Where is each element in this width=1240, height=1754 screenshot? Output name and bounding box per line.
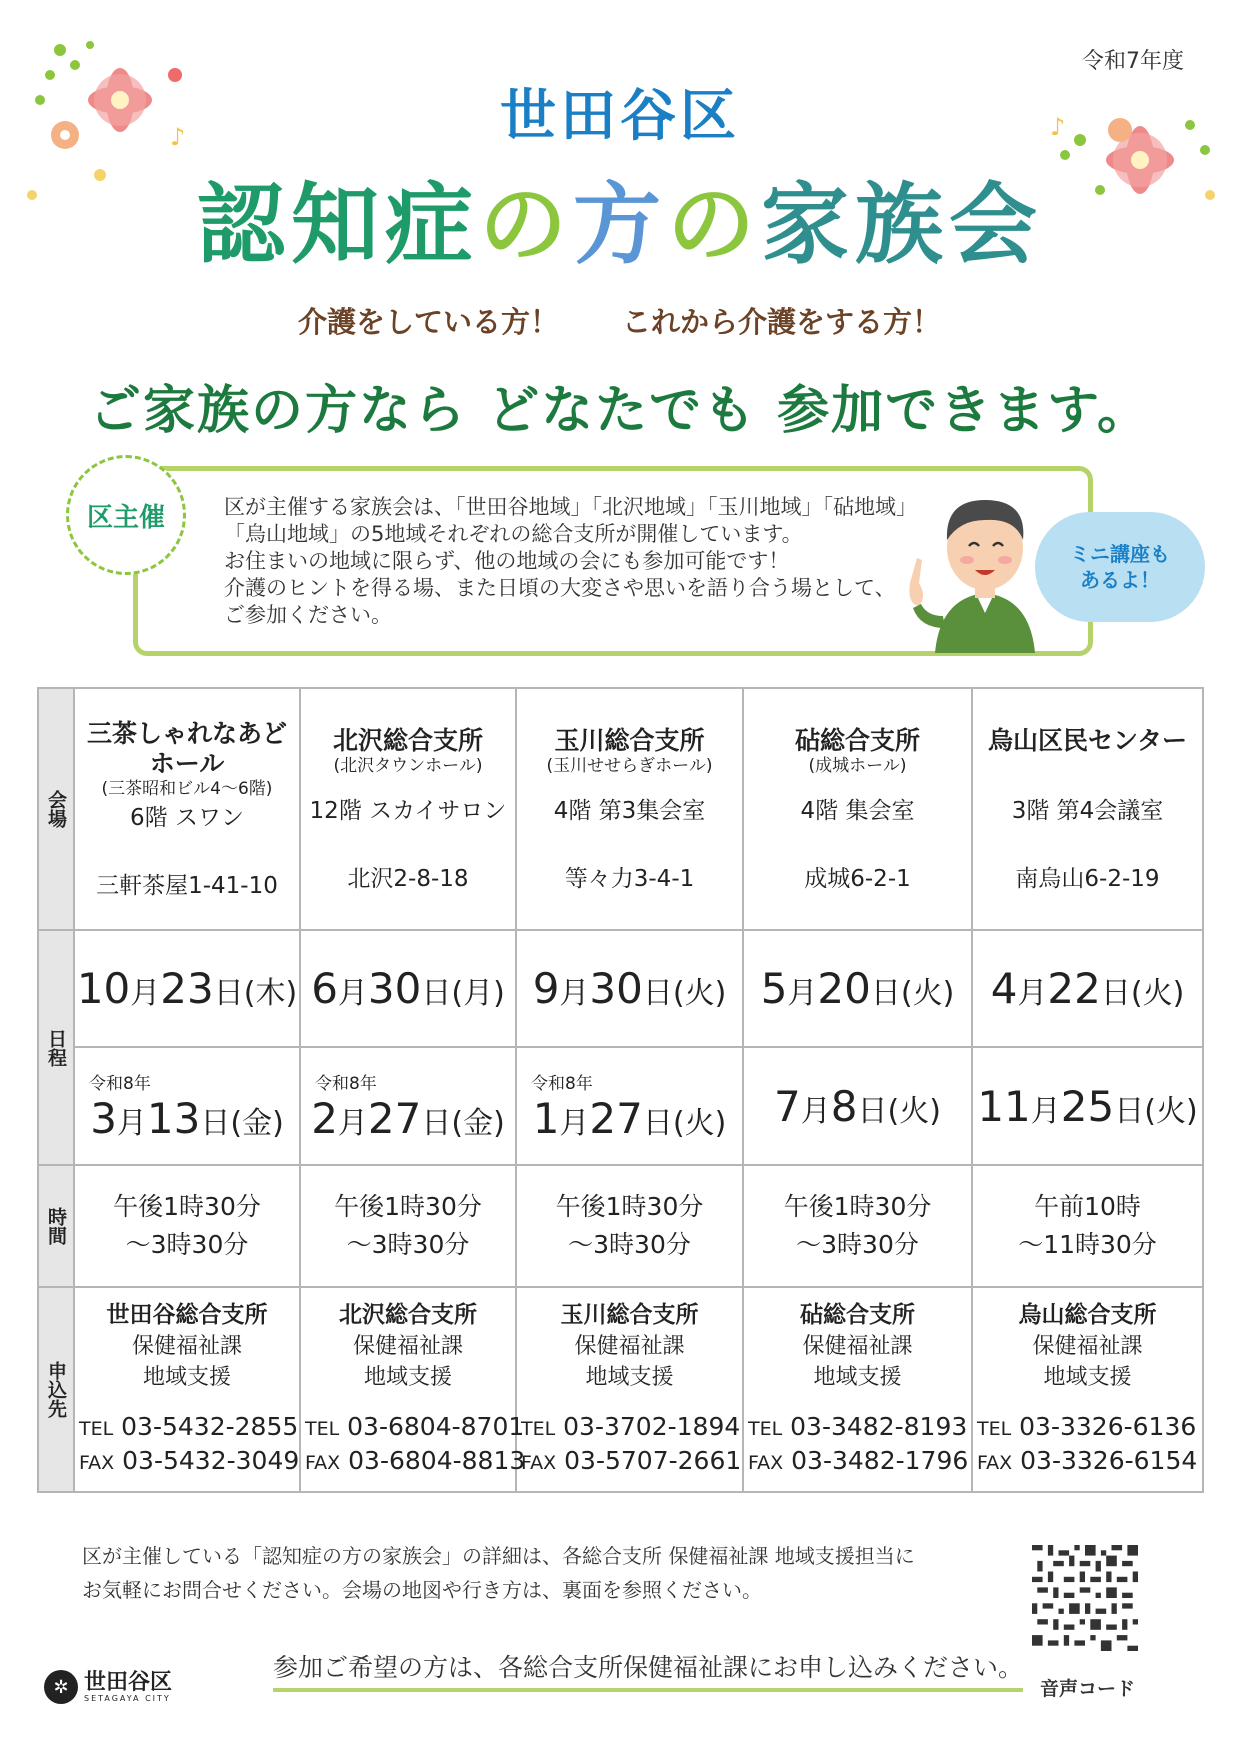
contact-phone[interactable]	[744, 1411, 971, 1445]
setagaya-logo	[44, 1670, 172, 1704]
venue-name-cont: ホール	[149, 748, 225, 778]
tel-number[interactable]: 03-3482-8193	[790, 1412, 968, 1441]
date-month: 1	[532, 1094, 560, 1143]
date-day: 22	[1047, 964, 1101, 1013]
date-cell	[300, 1047, 516, 1165]
fax-label: FAX	[748, 1452, 784, 1474]
subtitle-caregivers: 介護をしている方！	[298, 305, 560, 339]
voice-code-icon[interactable]	[1032, 1545, 1138, 1651]
date-weekday: (金)	[451, 1106, 505, 1141]
date-weekday: (火)	[1144, 1093, 1198, 1129]
date-day: 8	[830, 1081, 858, 1131]
month-unit: 月	[116, 1106, 147, 1141]
month-unit: 月	[337, 976, 368, 1011]
date-day: 23	[160, 964, 214, 1013]
date-era: 令和8年	[531, 1074, 593, 1094]
row-header-schedule: 日程	[38, 930, 74, 1165]
day-unit: 日	[421, 1106, 452, 1141]
contact-fax	[973, 1445, 1202, 1479]
tel-number[interactable]: 03-5432-2855	[121, 1412, 299, 1441]
day-unit: 日	[642, 1106, 673, 1141]
month-unit: 月	[559, 1106, 590, 1141]
date-cell	[743, 930, 972, 1047]
tel-label: TEL	[521, 1418, 556, 1440]
intro-line: 介護のヒントを得る場、また日頃の大変さや思いを語り合う場として、	[224, 576, 896, 600]
day-unit: 日	[870, 976, 901, 1011]
contact-section: 地域支援	[1043, 1365, 1132, 1390]
headline: ご家族の方なら どなたでも 参加できます。	[88, 381, 1152, 441]
date-weekday: (木)	[243, 976, 298, 1011]
contact-fax	[517, 1445, 742, 1479]
contact-dept: 保健福祉課	[352, 1334, 463, 1359]
title-part-kata: 方	[572, 173, 667, 276]
date-day: 30	[367, 964, 422, 1013]
date-day: 27	[589, 1094, 643, 1143]
contact-office: 烏山総合支所	[1018, 1302, 1157, 1328]
contact-fax	[75, 1445, 299, 1479]
venue-address: 成城6-2-1	[804, 865, 911, 892]
venue-name: 砧総合支所	[794, 725, 920, 755]
title-part-no: の	[478, 173, 573, 276]
contact-cell	[300, 1287, 526, 1492]
fax-label: FAX	[521, 1452, 557, 1474]
date-cell	[74, 1047, 300, 1165]
time-start: 午後1時30分	[783, 1192, 932, 1221]
contact-fax	[744, 1445, 971, 1479]
venue-sub: (北沢タウンホール)	[333, 755, 483, 776]
date-weekday: (火)	[672, 976, 727, 1011]
date-weekday: (火)	[900, 976, 955, 1011]
month-unit: 月	[787, 976, 818, 1011]
intro-text	[224, 494, 924, 629]
date-era: 令和8年	[89, 1074, 151, 1094]
contact-phone[interactable]	[75, 1411, 299, 1445]
contact-dept: 保健福祉課	[574, 1334, 685, 1359]
time-end: 〜11時30分	[1018, 1230, 1157, 1259]
fax-label: FAX	[305, 1452, 341, 1474]
tel-number[interactable]: 03-3326-6136	[1019, 1412, 1197, 1441]
tel-label: TEL	[748, 1418, 783, 1440]
fax-number: 03-5432-3049	[122, 1446, 300, 1475]
date-weekday: (火)	[1130, 976, 1185, 1011]
month-unit: 月	[559, 976, 590, 1011]
time-end: 〜3時30分	[796, 1230, 919, 1259]
tel-label: TEL	[79, 1418, 114, 1440]
day-unit: 日	[213, 976, 244, 1011]
contact-dept: 保健福祉課	[1032, 1334, 1143, 1359]
date-weekday: (金)	[230, 1106, 284, 1141]
contact-cell	[74, 1287, 300, 1492]
organizer-badge: 区主催	[66, 455, 186, 575]
footer-call-to-action: 参加ご希望の方は、各総合支所保健福祉課にお申し込みください。	[273, 1648, 1023, 1692]
date-era: 令和8年	[315, 1074, 377, 1094]
date-day: 25	[1060, 1081, 1115, 1131]
contact-office: 砧総合支所	[800, 1302, 915, 1328]
ward-emblem-icon: ✲	[44, 1670, 78, 1704]
day-unit: 日	[421, 976, 452, 1011]
title-part-family-group: 家族会	[761, 173, 1044, 276]
svg-text:♪: ♪	[170, 123, 186, 151]
date-cell	[972, 930, 1203, 1047]
date-month: 7	[774, 1081, 801, 1131]
venue-cell	[743, 688, 972, 930]
fax-number: 03-3482-1796	[791, 1446, 969, 1475]
time-row	[38, 1165, 1203, 1287]
venue-name: 玉川総合支所	[554, 725, 705, 755]
day-unit: 日	[1114, 1093, 1145, 1129]
time-end: 〜3時30分	[568, 1230, 691, 1259]
contact-section: 地域支援	[142, 1365, 231, 1390]
contact-section: 地域支援	[585, 1365, 674, 1390]
contact-phone[interactable]	[301, 1411, 525, 1445]
date-month: 6	[311, 964, 338, 1013]
time-start: 午後1時30分	[555, 1192, 704, 1221]
date-month: 5	[760, 964, 788, 1013]
venue-cell	[516, 688, 743, 930]
fax-number: 03-5707-2661	[564, 1446, 742, 1475]
venue-room: 4階 集会室	[800, 797, 915, 824]
date-cell	[743, 1047, 972, 1165]
venue-sub: (成城ホール)	[808, 755, 907, 776]
tel-label: TEL	[977, 1418, 1012, 1440]
month-unit: 月	[1017, 976, 1048, 1011]
venue-address: 三軒茶屋1-41-10	[96, 872, 278, 899]
bubble-line: ミニ講座も	[1070, 542, 1170, 566]
footer-note-line: 区が主催している「認知症の方の家族会」の詳細は、各総合支所 保健福祉課 地域支援担当に	[82, 1544, 915, 1568]
venue-cell	[300, 688, 516, 930]
time-start: 午前10時	[1034, 1192, 1141, 1221]
footer-note-line: お気軽にお問合せください。会場の地図や行き方は、裏面を参照ください。	[82, 1578, 762, 1602]
venue-cell	[74, 688, 300, 930]
tel-number[interactable]: 03-3702-1894	[563, 1412, 741, 1441]
venue-sub: (三茶昭和ビル4〜6階)	[101, 778, 273, 799]
logo-text-en: SETAGAYA CITY	[84, 1693, 171, 1703]
tel-number[interactable]: 03-6804-8701	[347, 1412, 525, 1441]
date-month: 2	[311, 1094, 338, 1143]
mini-lecture-bubble	[1035, 512, 1205, 622]
tel-label: TEL	[305, 1418, 340, 1440]
bubble-line: あるよ！	[1080, 568, 1160, 592]
time-start: 午後1時30分	[334, 1192, 482, 1221]
date-weekday: (火)	[887, 1093, 941, 1129]
contact-office: 北沢総合支所	[339, 1302, 477, 1328]
date-cell	[300, 930, 516, 1047]
month-unit: 月	[1030, 1093, 1061, 1129]
fax-label: FAX	[977, 1452, 1013, 1474]
venue-room: 12階 スカイサロン	[309, 797, 507, 824]
intro-line: 区が主催する家族会は、「世田谷地域」「北沢地域」「玉川地域」「砧地域」	[224, 495, 917, 519]
date-cell	[972, 1047, 1203, 1165]
date-month: 3	[90, 1094, 117, 1143]
date-day: 30	[589, 964, 643, 1013]
date-day: 20	[817, 964, 871, 1013]
row-header-venue: 会場	[38, 688, 74, 930]
date-row-second	[38, 1047, 1203, 1165]
venue-cell	[972, 688, 1203, 930]
month-unit: 月	[130, 976, 161, 1011]
date-row-first	[38, 930, 1203, 1047]
date-month: 11	[977, 1081, 1031, 1131]
fax-number: 03-6804-8813	[348, 1446, 526, 1475]
title-part-dementia: 認知症	[196, 173, 479, 276]
date-day: 27	[367, 1094, 422, 1143]
contact-dept: 保健福祉課	[802, 1334, 913, 1359]
time-end: 〜3時30分	[125, 1230, 249, 1259]
logo-text-jp: 世田谷区	[84, 1669, 173, 1695]
date-month: 9	[532, 964, 560, 1013]
venue-sub: (玉川せせらぎホール)	[546, 755, 713, 776]
ward-title: 世田谷区	[500, 84, 740, 149]
venue-room: 4階 第3集会室	[553, 797, 706, 824]
contact-section: 地域支援	[363, 1365, 452, 1390]
venue-name: 北沢総合支所	[332, 725, 483, 755]
date-weekday: (火)	[672, 1106, 727, 1141]
contact-phone[interactable]	[517, 1411, 742, 1445]
contact-fax	[301, 1445, 526, 1479]
intro-line: お住まいの地域に限らず、他の地域の会にも参加可能です！	[224, 549, 790, 573]
date-day: 13	[146, 1094, 201, 1143]
intro-line: 「烏山地域」の5地域それぞれの総合支所が開催しています。	[224, 522, 803, 546]
date-cell	[516, 1047, 743, 1165]
month-unit: 月	[800, 1093, 831, 1129]
date-weekday: (月)	[451, 976, 505, 1011]
svg-text:♪: ♪	[1050, 113, 1066, 141]
venue-room: 3階 第4会議室	[1011, 797, 1164, 824]
row-header-time: 時間	[38, 1165, 74, 1287]
date-month: 10	[76, 964, 131, 1013]
time-cell	[74, 1165, 300, 1287]
contact-cell	[743, 1287, 972, 1492]
schedule-table	[37, 687, 1204, 1493]
time-cell	[516, 1165, 743, 1287]
venue-address: 北沢2-8-18	[347, 865, 469, 892]
contact-row	[38, 1287, 1203, 1492]
contact-cell	[972, 1287, 1203, 1492]
time-cell	[300, 1165, 516, 1287]
contact-office: 玉川総合支所	[560, 1302, 699, 1328]
fax-number: 03-3326-6154	[1020, 1446, 1198, 1475]
voice-code-label: 音声コード	[1040, 1678, 1136, 1700]
venue-name: 烏山区民センター	[987, 725, 1187, 755]
fax-label: FAX	[79, 1452, 115, 1474]
time-cell	[972, 1165, 1203, 1287]
day-unit: 日	[857, 1093, 888, 1129]
date-cell	[516, 930, 743, 1047]
footer-note	[82, 1539, 962, 1607]
contact-section: 地域支援	[813, 1365, 902, 1390]
venue-address: 南烏山6-2-19	[1015, 865, 1160, 892]
day-unit: 日	[200, 1106, 231, 1141]
time-end: 〜3時30分	[346, 1230, 470, 1259]
fiscal-year: 令和7年度	[1082, 49, 1184, 74]
date-month: 4	[990, 964, 1018, 1013]
contact-phone[interactable]	[973, 1411, 1202, 1445]
contact-dept: 保健福祉課	[131, 1334, 242, 1359]
venue-room: 6階 スワン	[130, 804, 244, 831]
title-part-no2: の	[667, 173, 762, 276]
venue-address: 等々力3-4-1	[564, 865, 695, 892]
day-unit: 日	[1100, 976, 1131, 1011]
date-cell	[74, 930, 300, 1047]
time-start: 午後1時30分	[113, 1192, 261, 1221]
contact-cell	[516, 1287, 743, 1492]
month-unit: 月	[337, 1106, 368, 1141]
time-cell	[743, 1165, 972, 1287]
day-unit: 日	[642, 976, 673, 1011]
intro-line: ご参加ください。	[224, 603, 392, 627]
venue-name: 三茶しゃれなあど	[86, 718, 287, 748]
contact-office: 世田谷総合支所	[106, 1302, 268, 1328]
venue-row	[38, 688, 1203, 930]
main-title	[0, 155, 1240, 281]
row-header-apply: 申込先	[38, 1287, 74, 1492]
subtitle-future-caregivers: これから介護をする方！	[622, 305, 942, 339]
